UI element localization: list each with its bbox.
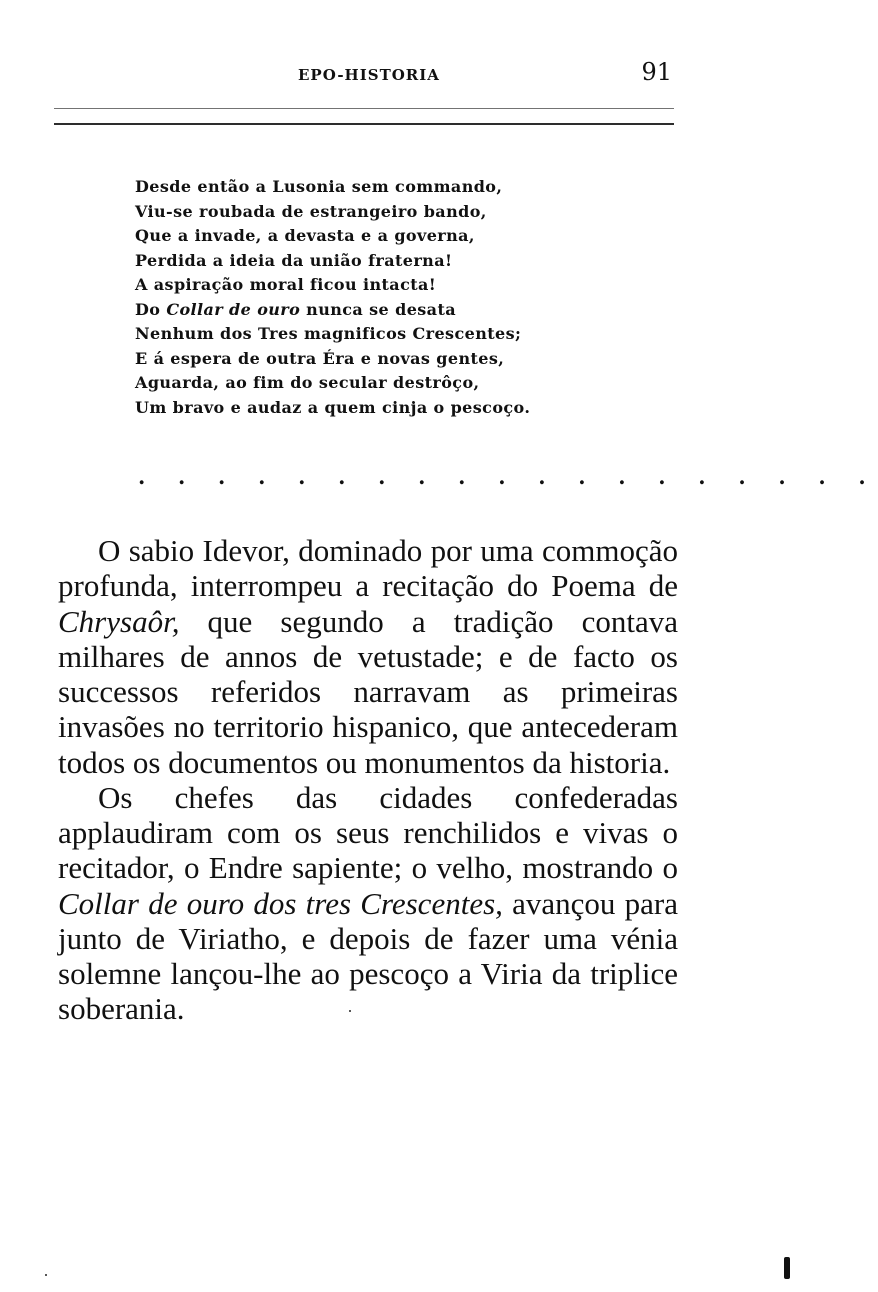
- poem-line: Viu-se roubada de estrangeiro bando,: [135, 201, 487, 221]
- italic-collar-title: Collar de ouro dos tres Crescentes,: [58, 885, 503, 921]
- poem-line: Nenhum dos Tres magnificos Crescentes;: [135, 324, 522, 343]
- paragraph-text: que segundo a tradição contava milhares de annos de vetustade; e de facto os successos referidos narravam as primeiras invasões no territorio hispanico, que antecederam todos os documentos ou monumentos da historia.: [58, 603, 678, 780]
- poem-line-suffix: nunca se desata: [300, 299, 457, 319]
- prose-block: [58, 533, 678, 1027]
- poem-line: Um bravo e audaz a quem cinja o pescoço.: [135, 397, 531, 417]
- poem-line-prefix: Do: [135, 299, 167, 319]
- poem-line: E á espera de outra Éra e novas gentes,: [135, 348, 505, 368]
- poem-block: [135, 175, 605, 420]
- page-number: 91: [641, 58, 672, 86]
- running-title: EPO-HISTORIA: [298, 66, 440, 84]
- poem-line: Que a invade, a devasta e a governa,: [135, 226, 475, 245]
- section-separator-dots: . . . . . . . . . . . . . . . . . . .: [138, 464, 878, 489]
- print-speck: [349, 1010, 351, 1012]
- poem-line: Desde então a Lusonia sem commando,: [135, 177, 503, 196]
- paragraph-text: avançou para junto de Viriatho, e depois de fazer uma vénia solemne lançou-lhe ao pescoço a Viria da triplice soberania.: [58, 885, 678, 1027]
- poem-line: Perdida a ideia da união fraterna!: [135, 250, 453, 270]
- header-rule-thin: [54, 108, 674, 109]
- paragraph-text: O sabio Idevor, dominado por uma commoção profunda, interrompeu a recitação do Poema de: [58, 533, 678, 604]
- italic-title: Chrysaôr,: [58, 603, 180, 639]
- paragraph-text: Os chefes das cidades confederadas applaudiram com os seus renchilidos e vivas o recitador, o Endre sapiente; o velho, mostrando o: [58, 779, 678, 886]
- poem-line-with-italic: [135, 298, 605, 323]
- running-header: [54, 60, 674, 94]
- print-speck: [45, 1274, 47, 1276]
- poem-line: Aguarda, ao fim do secular destrôço,: [135, 373, 480, 392]
- header-rule-thick: [54, 123, 674, 125]
- paragraph-chiefs: [58, 780, 678, 1027]
- poem-line: A aspiração moral ficou intacta!: [135, 275, 437, 294]
- paragraph-idevor: [58, 533, 678, 780]
- page-edge-mark: [784, 1257, 790, 1279]
- poem-italic-phrase: Collar de ouro: [166, 299, 301, 319]
